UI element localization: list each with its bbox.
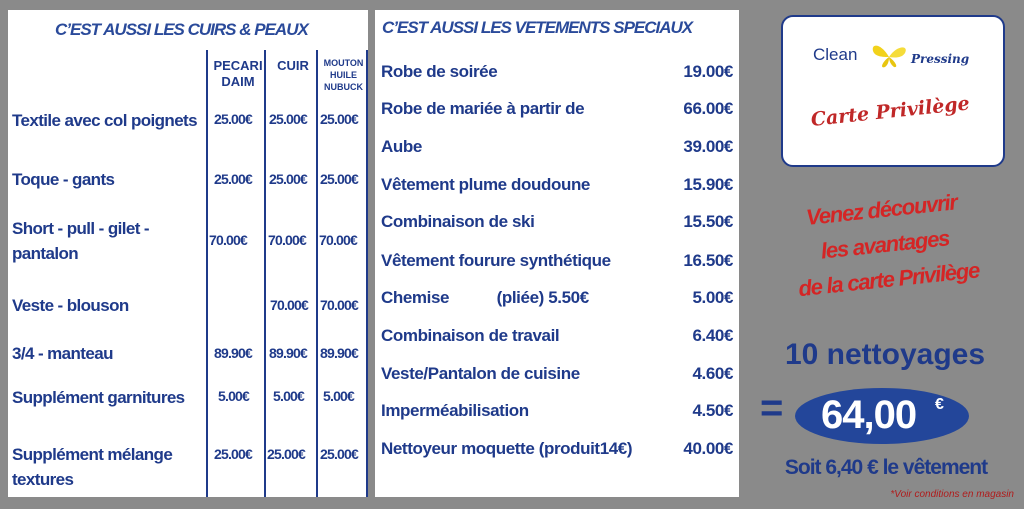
- item-price: 40.00€: [683, 439, 733, 458]
- price-cell: 89.90€: [214, 345, 253, 361]
- price-cell: 25.00€: [269, 171, 308, 187]
- price-cell: 5.00€: [273, 388, 305, 404]
- butterfly-icon: [867, 41, 911, 76]
- row-label: Textile avec col poignets: [12, 111, 197, 130]
- item-price: 66.00€: [683, 99, 733, 118]
- item-label: Aube: [381, 137, 422, 156]
- row-label: 3/4 - manteau: [12, 344, 113, 363]
- leather-panel-title: C’EST AUSSI LES CUIRS & PEAUX: [55, 20, 308, 39]
- price-list-item: [381, 62, 733, 90]
- item-price: 15.90€: [683, 175, 733, 194]
- item-price: 4.50€: [692, 401, 733, 420]
- column-divider: [316, 50, 318, 497]
- brand-pressing: Pressing: [911, 52, 970, 66]
- promo-text: [755, 179, 1015, 310]
- item-price: 5.00€: [692, 288, 733, 307]
- price-list-item: [381, 175, 733, 203]
- column-divider: [264, 50, 266, 497]
- column-header-line: CUIR: [277, 58, 309, 73]
- row-label: Short - pull - gilet - pantalon: [12, 219, 149, 263]
- column-header-line: MOUTON: [323, 58, 364, 68]
- price-cell: 25.00€: [269, 111, 308, 127]
- per-item-price: Soit 6,40 € le vêtement: [784, 456, 988, 479]
- column-header-cuir: [267, 58, 319, 74]
- price-cell: 25.00€: [320, 171, 359, 187]
- price-cell: 25.00€: [320, 446, 359, 462]
- price-cell: 25.00€: [214, 111, 253, 127]
- item-price: 39.00€: [683, 137, 733, 156]
- item-price: 6.40€: [692, 326, 733, 345]
- item-label: Robe de mariée à partir de: [381, 99, 585, 118]
- item-price: 16.50€: [683, 251, 733, 270]
- price-list-item: [381, 439, 733, 467]
- item-label: Combinaison de travail: [381, 326, 560, 345]
- price-cell: 70.00€: [209, 232, 248, 248]
- price-list-item: [381, 364, 733, 392]
- price-list-item: [381, 326, 733, 354]
- card-title: Carte Privilège: [809, 92, 971, 131]
- promo-line: Venez découvrir: [804, 189, 958, 231]
- item-label: Nettoyeur moquette (produit14€): [381, 439, 633, 458]
- price-list-item: [381, 212, 733, 240]
- item-price: 4.60€: [692, 364, 733, 383]
- price-cell: 70.00€: [320, 297, 359, 313]
- item-label: Combinaison de ski: [381, 212, 535, 231]
- item-label: Vêtement plume doudoune: [381, 175, 590, 194]
- column-header-pecari: [209, 58, 267, 91]
- column-header-line: DAIM: [221, 74, 255, 90]
- row-label: Supplément mélange textures: [12, 445, 173, 489]
- price-badge: [795, 388, 969, 444]
- item-label: Vêtement fourure synthétique: [381, 251, 611, 270]
- column-header-line: HUILE: [330, 70, 357, 80]
- promo-line: de la carte Privilège: [797, 257, 981, 302]
- column-divider: [366, 50, 368, 497]
- price-cell: 25.00€: [267, 446, 306, 462]
- price-value: 64,00: [821, 393, 917, 437]
- cleaning-count: 10 nettoyages: [784, 338, 986, 371]
- price-list-item: [381, 137, 733, 165]
- column-header-mouton: [319, 57, 368, 93]
- price-cell: 70.00€: [268, 232, 307, 248]
- brand-clean: Clean: [813, 45, 858, 64]
- item-price: 19.00€: [683, 62, 733, 81]
- row-label: Toque - gants: [12, 170, 115, 189]
- price-cell: 70.00€: [319, 232, 358, 248]
- item-label: Chemise (pliée) 5.50€: [381, 288, 589, 307]
- equals-sign: =: [760, 386, 784, 430]
- price-cell: 5.00€: [323, 388, 355, 404]
- column-header-line: NUBUCK: [324, 82, 363, 92]
- column-header-line: PECARI: [213, 58, 263, 73]
- price-cell: 5.00€: [218, 388, 250, 404]
- price-currency: €: [935, 396, 944, 413]
- row-label: Veste - blouson: [12, 296, 129, 315]
- price-list-item: [381, 251, 733, 279]
- promo-line: les avantages: [819, 225, 951, 264]
- price-cell: 25.00€: [214, 446, 253, 462]
- price-list-item: [381, 401, 733, 429]
- item-price: 15.50€: [683, 212, 733, 231]
- item-label: Veste/Pantalon de cuisine: [381, 364, 580, 383]
- leather-price-panel: [8, 10, 368, 497]
- row-label: Supplément garnitures: [12, 388, 185, 407]
- price-cell: 89.90€: [269, 345, 308, 361]
- price-list-item: [381, 288, 733, 316]
- price-cell: 25.00€: [214, 171, 253, 187]
- item-label: Imperméabilisation: [381, 401, 529, 420]
- price-list-item: [381, 99, 733, 127]
- privilege-card: [781, 15, 1005, 167]
- price-cell: 25.00€: [320, 111, 359, 127]
- special-panel-title: C’EST AUSSI LES VETEMENTS SPECIAUX: [382, 18, 693, 37]
- price-cell: 70.00€: [270, 297, 309, 313]
- conditions-note: *Voir conditions en magasin: [890, 489, 1014, 500]
- price-cell: 89.90€: [320, 345, 359, 361]
- special-garments-panel: [375, 10, 739, 497]
- item-label: Robe de soirée: [381, 62, 498, 81]
